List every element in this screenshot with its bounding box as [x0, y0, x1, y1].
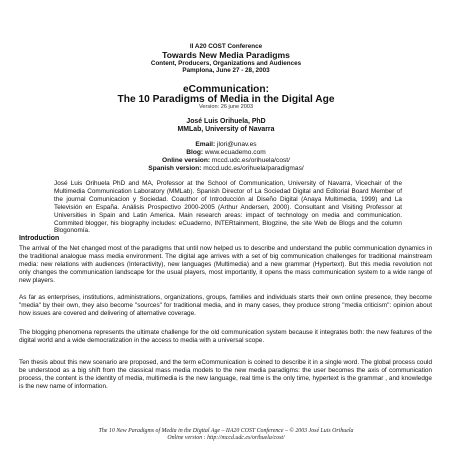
contact-email-label: Email:: [195, 141, 216, 148]
contact-blog-value[interactable]: www.ecuademo.com: [203, 149, 266, 156]
contact-email-value[interactable]: jlori@unav.es: [215, 141, 257, 148]
contact-online-label: Online version:: [162, 157, 211, 164]
footer-line1: The 10 New Paradigms of Media in the Digital Age – IIA20 COST Conference – © 2003 José Luis Orihuela: [98, 428, 354, 434]
intro-paragraph-4: Ten thesis about this new scenario are proposed, and the term eCommunication is coined to describe it in a single word. The global process could be understood as a big shift from the classical mass media models to the new media paradigms: the user becomes the axis of communication process, the content is the identity of media, multimedia is the new language, real time is the only time, hypertext is the grammar , and knowledge is the new name of information.: [19, 359, 432, 390]
contact-email: [0, 141, 452, 149]
conference-place-date: Pamplona, June 27 - 28, 2003: [182, 67, 270, 74]
paper-title-line1: eCommunication:: [182, 84, 270, 95]
intro-paragraph-1: The arrival of the Net changed most of the paradigms that until now helped us to describe and understand the public communication dynamics in the traditional analogue mass media environment. The digital age arrives with a set of big communication challenges for traditional mainstream media: new relations with audiences (Interactivity), new languages (Multimedia) and a new grammar (Hypertext). But this media revolution not only changes the communication landscape for the usual players, most importantly, it opens the mass communication system to a wide range of new players.: [19, 245, 432, 284]
contact-spanish-version: [0, 165, 452, 173]
contact-blog: [0, 149, 452, 157]
section-heading-introduction: Introduction: [19, 235, 60, 242]
contact-online-version: [0, 157, 452, 165]
intro-paragraph-3: The blogging phenomena represents the ultimate challenge for the old communication system because it integrates both: the new features of the digital world and a wide democratization in the access to media with a universal scope.: [19, 329, 432, 344]
contact-spanish-label: Spanish version:: [148, 165, 202, 172]
author-name: José Luis Orihuela, PhD: [186, 118, 266, 125]
author-affiliation: MMLab, University of Navarra: [177, 126, 275, 133]
conference-theme: Towards New Media Paradigms: [162, 50, 290, 60]
conference-subtheme: Content, Producers, Organizations and Audiences: [150, 60, 302, 67]
contact-online-value[interactable]: mccd.udc.es/orihuela/cost/: [210, 157, 290, 164]
footer-line2: Online version : http://mccd.udc.es/orihuela/cost/: [167, 435, 285, 441]
intro-paragraph-2: As far as enterprises, institutions, administrations, organizations, groups, families and individuals starts their own online presence, they become "media" by their own, they also become "sources" for traditional media, and in many cases, they produce strong "media criticism": opinion about how issues are covered and delivering of alternative coverage.: [19, 294, 432, 317]
paper-title-line2: The 10 Paradigms of Media in the Digital Age: [117, 94, 335, 105]
author-bio: José Luis Orihuela PhD and MA, Professor at the School of Communication, University of Navarra, Vicechair of the Multimedia Communication Laboratory (MMLab). Spanish Director of La Sociedad Digital and Editorial Board Member of the journal Comunicacion y Sociedad. Coauthor of Introducción al Diseño Digital (Anaya Multimedia, 1999) and La Televisión en España. Análisis Prospectivo 2000-2005 (Arthur Andersen, 2000). Consultant and Visiting Professor at Universities in Spain and Latin America. Main research areas: impact of technology on media and communication. Commited blogger, his biography includes: eCuaderno, INTERtainment, Blogzine, the site Web de Blogs and the column Blogonomía.: [54, 180, 402, 235]
paper-version: Version: 26 june 2003: [198, 104, 254, 110]
contact-blog-label: Blog:: [186, 149, 204, 156]
conference-name: II A20 COST Conference: [189, 43, 263, 50]
contact-spanish-value[interactable]: mccd.udc.es/orihuela/paradigmas/: [201, 165, 304, 172]
